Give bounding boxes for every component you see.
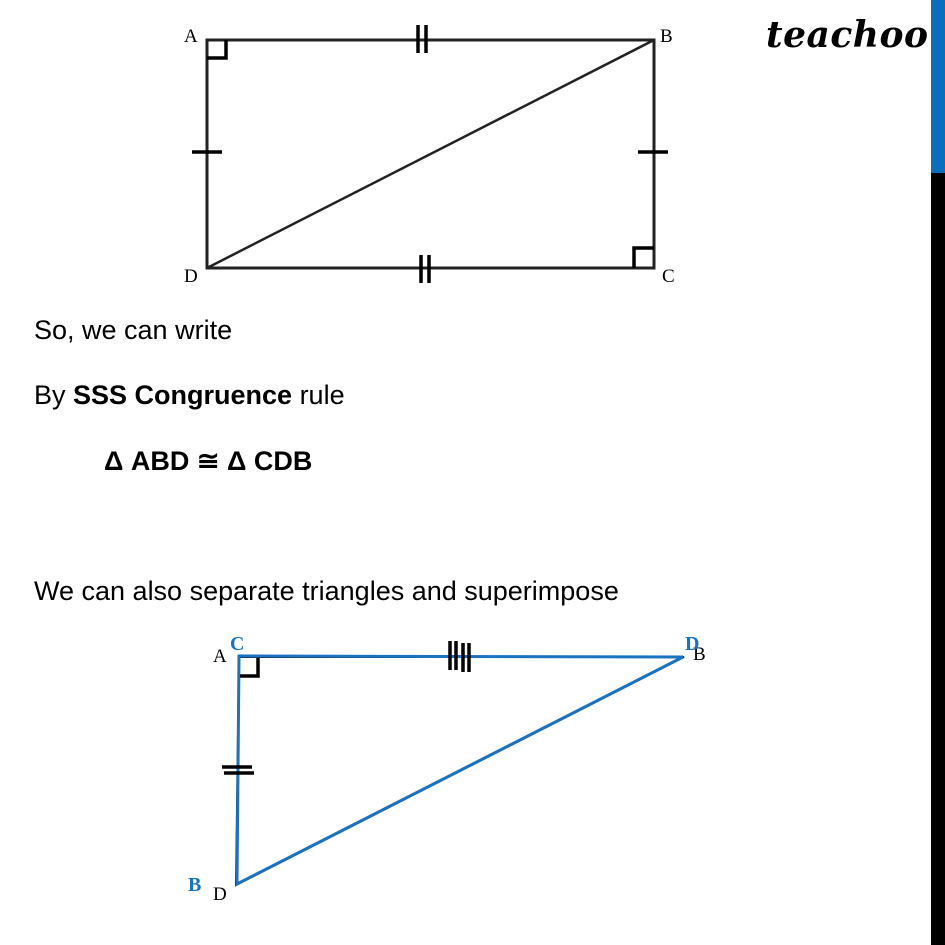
label-d: D [213,884,227,905]
text-sss-prefix: By [34,380,74,410]
text-sss-rule [34,379,345,411]
label-a: A [213,646,227,667]
right-angle-mark-top-left [240,658,258,676]
vertex-label-c: C [662,266,675,287]
text-so-we-can-write: So, we can write [34,315,233,345]
label-b: B [693,644,706,665]
teachoo-logo: teachoo [766,14,929,56]
right-angle-mark-a [207,40,226,58]
superimposed-triangle-figure [188,633,706,905]
vertex-label-d: D [184,266,198,287]
text-sss-bold: SSS Congruence [73,380,293,410]
vertex-label-b: B [660,26,673,47]
label-c-blue: C [230,633,245,655]
text-superimpose: We can also separate triangles and superimpose [34,576,619,606]
text-sss-suffix: rule [292,380,345,410]
diagonal-bd [207,40,654,268]
text-congruence-statement: Δ ABD ≅ Δ CDB [104,446,313,476]
right-angle-mark-c [634,248,654,268]
label-b-blue: B [188,874,202,896]
triangle-blue [237,656,683,884]
vertex-label-a: A [184,26,198,47]
label-d-blue: D [685,633,700,655]
